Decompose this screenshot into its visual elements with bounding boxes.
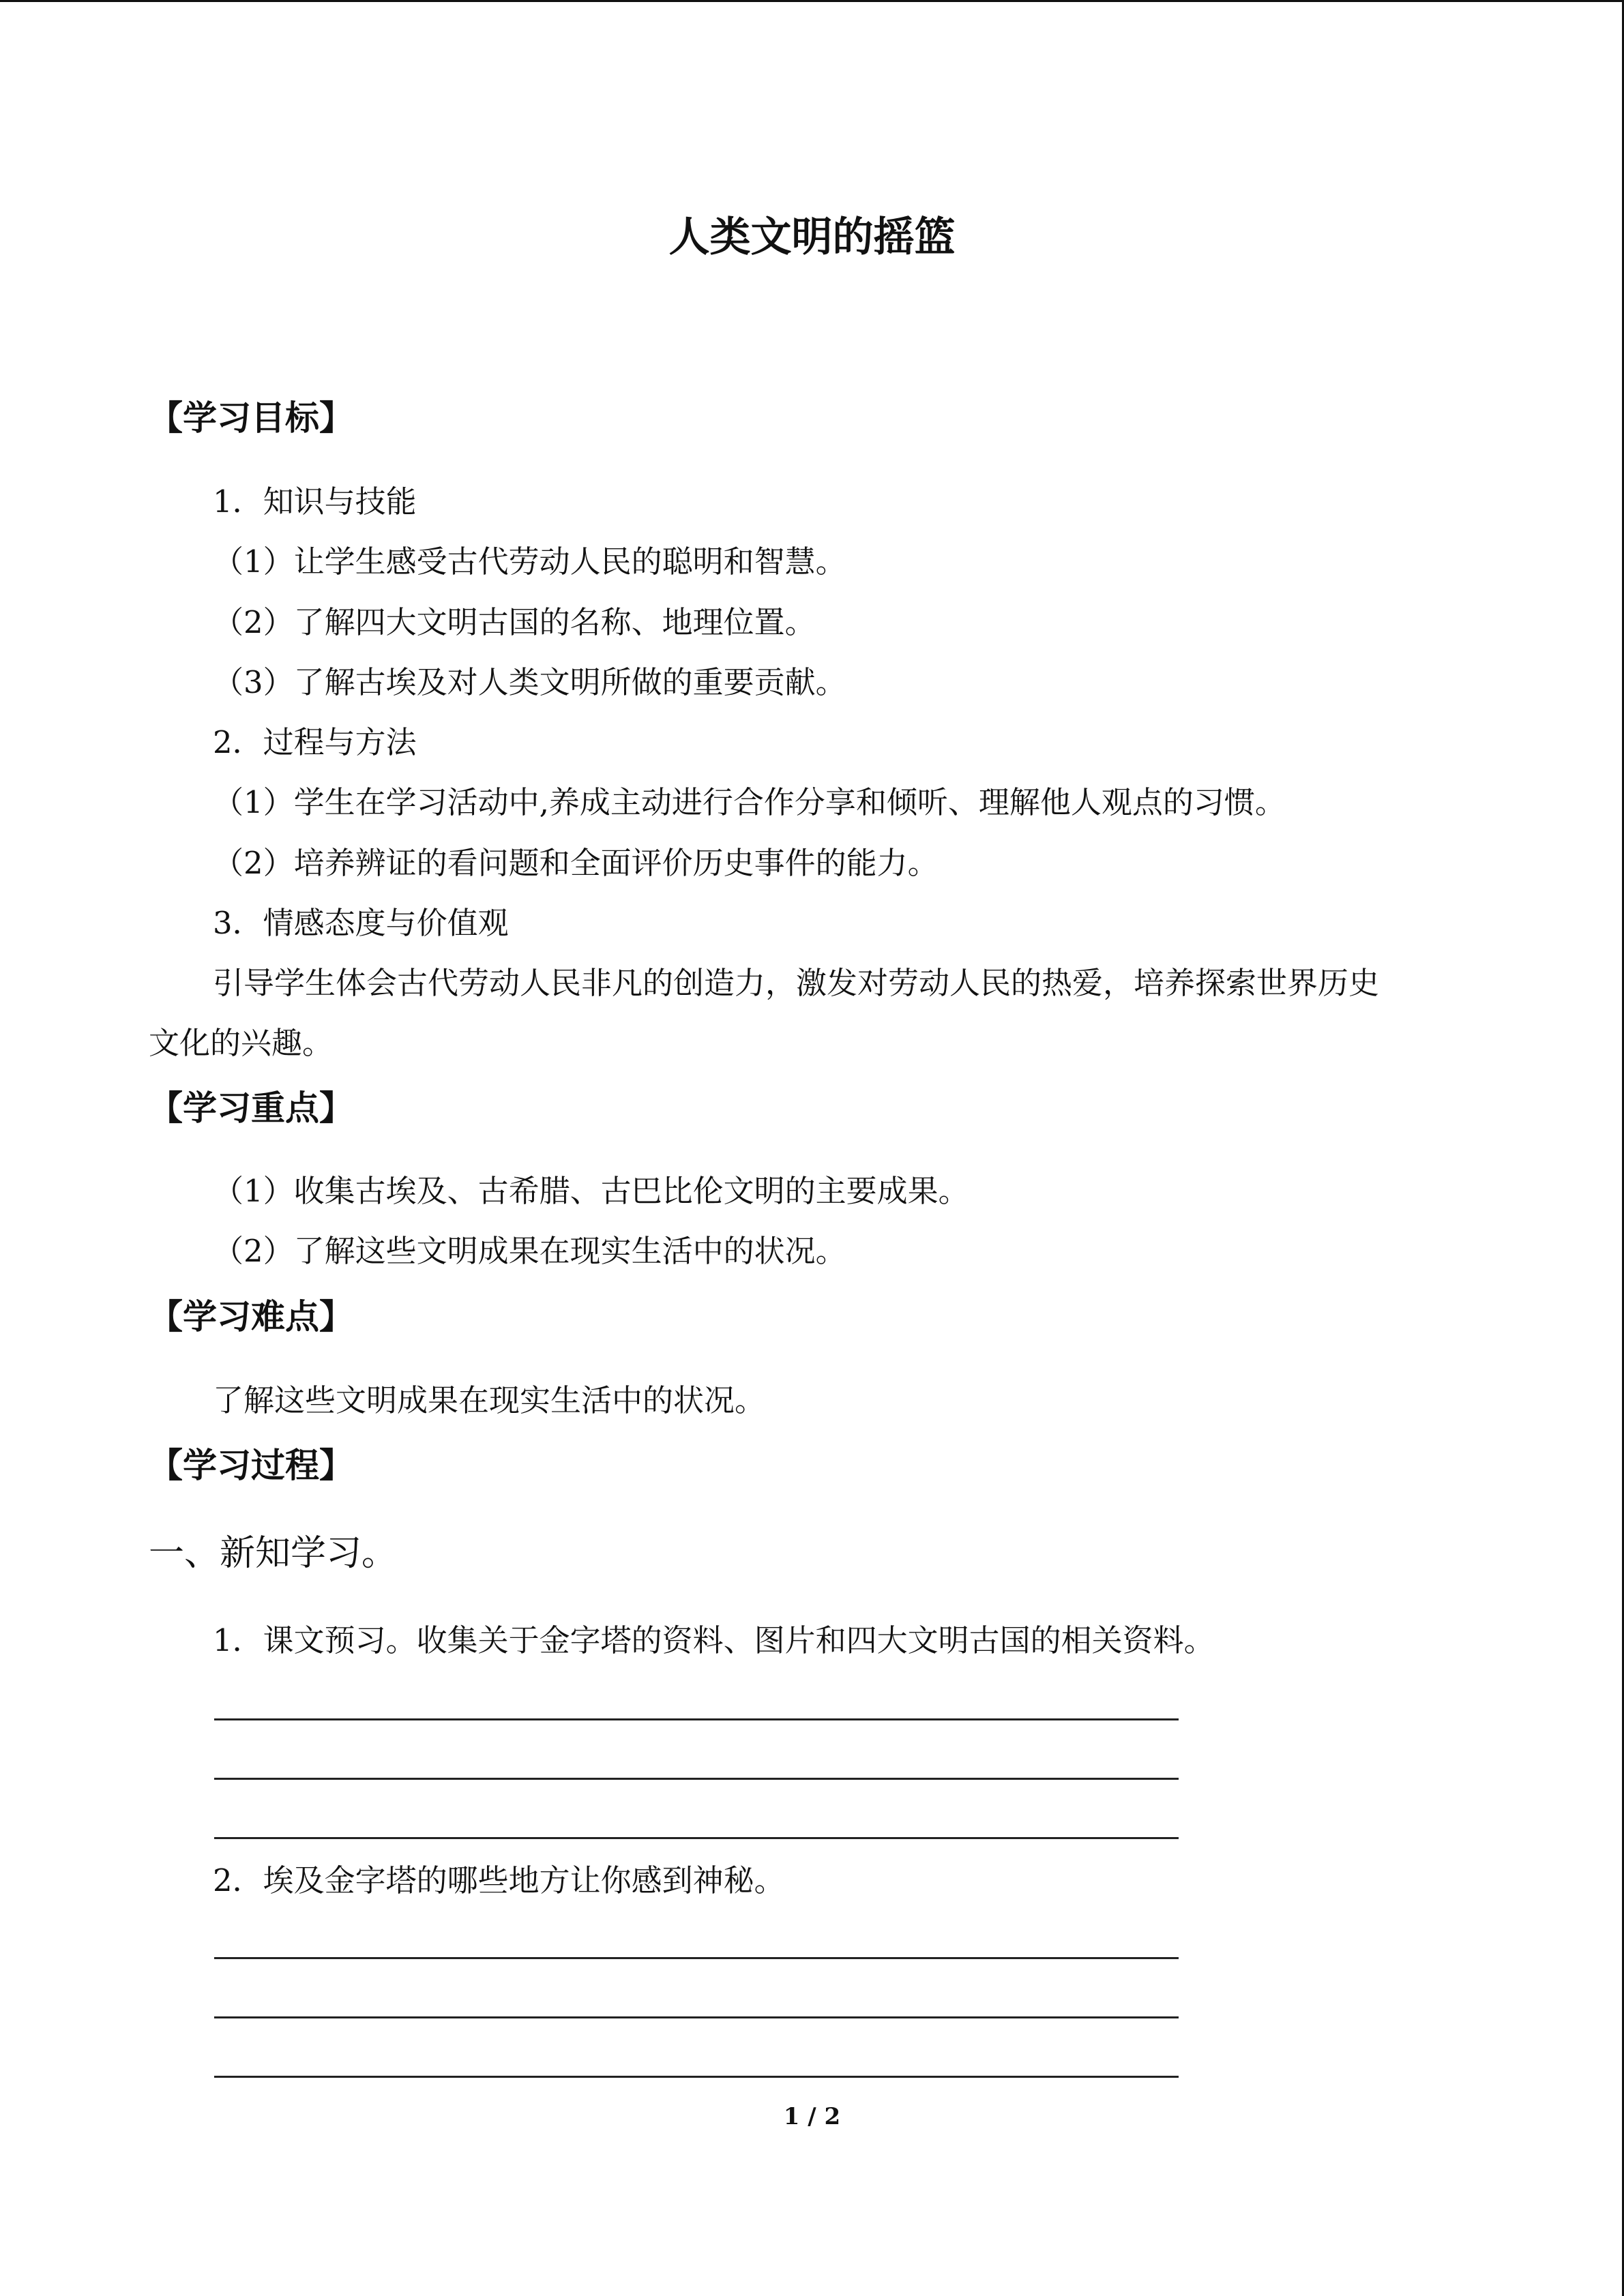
difficulties-text: 了解这些文明成果在现实生活中的状况。 <box>213 1382 766 1418</box>
list-item: （2）培养辨证的看问题和全面评价历史事件的能力。 <box>213 845 939 881</box>
process-section-1: 一、新知学习。 <box>149 1533 398 1574</box>
answer-line[interactable] <box>214 2016 1179 2018</box>
list-item: （3）了解古埃及对人类文明所做的重要贡献。 <box>213 664 846 700</box>
process-heading: 【学习过程】 <box>149 1445 353 1485</box>
objectives-paragraph-line1: 引导学生体会古代劳动人民非凡的创造力，激发对劳动人民的热爱，培养探索世界历史 <box>213 965 1380 1001</box>
list-item: （1）收集古埃及、古希腊、古巴比伦文明的主要成果。 <box>213 1173 969 1209</box>
list-item: （2）了解这些文明成果在现实生活中的状况。 <box>213 1233 846 1269</box>
list-item: （2）了解四大文明古国的名称、地理位置。 <box>213 604 816 640</box>
page-border-top <box>0 0 1624 2</box>
question-1: 1．课文预习。收集关于金字塔的资料、图片和四大文明古国的相关资料。 <box>213 1622 1215 1658</box>
objectives-heading: 【学习目标】 <box>149 398 353 438</box>
difficulties-heading: 【学习难点】 <box>149 1296 353 1337</box>
document-title: 人类文明的摇篮 <box>668 213 956 261</box>
answer-line[interactable] <box>214 2076 1179 2078</box>
objectives-sub2: 2．过程与方法 <box>213 724 417 760</box>
objectives-paragraph-line2: 文化的兴趣。 <box>149 1025 334 1061</box>
objectives-sub3: 3．情感态度与价值观 <box>213 905 509 941</box>
page-number: 1 / 2 <box>783 2103 841 2130</box>
key-points-heading: 【学习重点】 <box>149 1088 353 1128</box>
answer-line[interactable] <box>214 1957 1179 1959</box>
question-2: 2．埃及金字塔的哪些地方让你感到神秘。 <box>213 1862 785 1898</box>
answer-line[interactable] <box>214 1778 1179 1780</box>
objectives-sub1: 1．知识与技能 <box>213 483 417 520</box>
answer-line[interactable] <box>214 1718 1179 1720</box>
list-item: （1）让学生感受古代劳动人民的聪明和智慧。 <box>213 543 846 580</box>
answer-line[interactable] <box>214 1837 1179 1839</box>
list-item: （1）学生在学习活动中,养成主动进行合作分享和倾听、理解他人观点的习惯。 <box>213 784 1286 820</box>
